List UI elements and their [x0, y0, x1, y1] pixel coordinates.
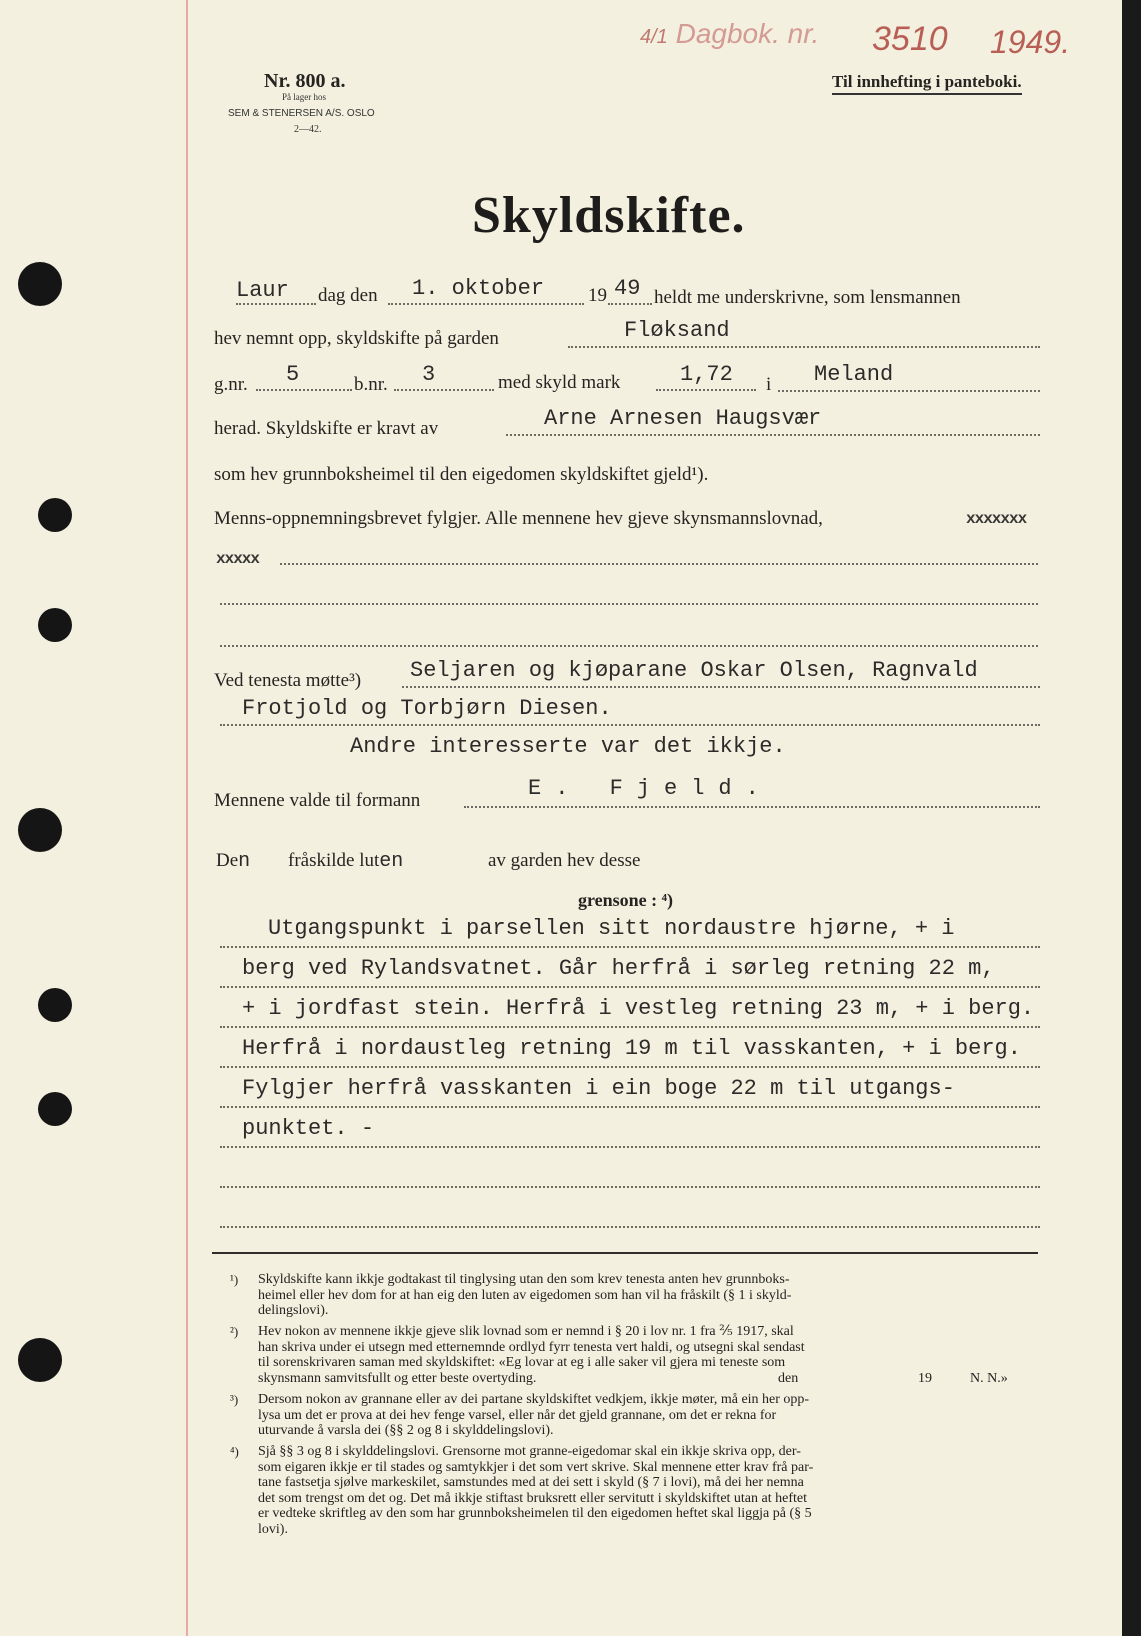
- struck-text: xxxxx: [216, 550, 260, 568]
- farm-value: Fløksand: [624, 318, 730, 343]
- journal-stamp: [640, 18, 819, 50]
- punch-hole: [18, 262, 62, 306]
- punch-hole: [38, 988, 72, 1022]
- footnote-2: Hev nokon av mennene ikkje gjeve slik lovnad som er nemnd i § 20 i lov nr. 1 fra ⅖ 1917, skal han skriva under ei utsegn med etternemnde ordlyd fyrr tenesta vert haldi, og utsegni skal sendast til sorenskrivaren saman med skyldskiftet: «Eg lovar at eg i alle saker vil gjera mi teneste som skynsmann samvitsfullt og etter beste overtyding. den 19 N. N.»: [258, 1324, 1008, 1386]
- herad-value: Meland: [814, 362, 894, 387]
- footnote-mark: ³): [230, 1392, 239, 1407]
- mark-label: med skyld mark: [498, 372, 621, 393]
- footnote-separator: [212, 1252, 1038, 1254]
- footnote-1: Skyldskifte kann ikkje godtakast til tinglysing utan den som krev tenesta anten hev grunnboks- heimel eller hev dom for at han eig den luten av eigedomen som han vil ha fråskilt (§ 1 i skyld- delingslovi).: [258, 1272, 792, 1319]
- printer-imprint-date: 2—42.: [294, 124, 322, 135]
- intro-text: heldt me underskrivne, som lensmannen: [654, 287, 961, 308]
- separated-lot-text: Den: [216, 850, 251, 873]
- year-value: 49: [614, 276, 641, 301]
- journal-number: 3510: [872, 20, 948, 58]
- appointment-text: Menns-oppnemningsbrevet fylgjer. Alle mennene hev gjeve skynsmannslovnad,: [214, 508, 823, 529]
- chairman-value: E. Fjeld.: [528, 776, 773, 801]
- filing-note: Til innhefting i panteboki.: [832, 72, 1022, 95]
- separated-lot-text: av garden hev desse: [488, 850, 641, 871]
- attendees-label: Ved tenesta møtte³): [214, 670, 362, 691]
- gnr-label: g.nr.: [214, 374, 248, 395]
- punch-hole: [18, 1338, 62, 1382]
- punch-hole: [38, 498, 72, 532]
- gnr-value: 5: [286, 362, 300, 387]
- date-value: 1. oktober: [412, 276, 545, 301]
- printer-imprint-name: SEM & STENERSEN A/S. OSLO: [228, 108, 375, 119]
- punch-hole: [38, 608, 72, 642]
- title-holder-text: som hev grunnboksheimel til den eigedomen skyldskiftet gjeld¹).: [214, 464, 709, 485]
- separated-lot-text: fråskilde luten: [288, 850, 404, 873]
- farm-label: hev nemnt opp, skyldskifte på garden: [214, 328, 499, 349]
- century-label: 19: [588, 285, 607, 306]
- stamp-prefix: Dagbok. nr.: [675, 18, 820, 49]
- footnote-mark: ²): [230, 1324, 239, 1339]
- footnote-3: Dersom nokon av grannane eller av dei partane skyldskiftet vedkjem, ikkje møter, må ein her opp- lysa um det er prova at dei hev fenge varsel, eller når det gjeld grannane, om det er rekna for uturvande å varsla dei (§§ 2 og 8 i skylddelingslovi).: [258, 1392, 810, 1439]
- journal-year: 1949.: [990, 24, 1071, 60]
- chairman-label: Mennene valde til formann: [214, 790, 421, 811]
- page-title: Skyldskifte.: [472, 187, 746, 244]
- printer-imprint-line: På lager hos: [282, 92, 326, 102]
- form-number: Nr. 800 a.: [264, 70, 346, 92]
- footnote-mark: ⁴): [230, 1444, 239, 1459]
- date-label: dag den: [318, 285, 378, 306]
- boundary-line: berg ved Rylandsvatnet. Går herfrå i sørleg retning 22 m,: [242, 956, 995, 981]
- attendees-value: Seljaren og kjøparane Oskar Olsen, Ragnvald: [410, 658, 978, 683]
- others-note: Andre interesserte var det ikkje.: [350, 734, 786, 759]
- footnote-4: Sjå §§ 3 og 8 i skylddelingslovi. Grensorne mot granne-eigedomar skal ein ikkje skriva opp, der- som eigaren ikkje er til stades og samtykkjer i det som vert skrive. Skal mennene etter krav frå par- tane fastsetja sjølve markeskilet, samstundes med at dei sett i skyld (§ 7 i lovi), må dei her nemna det som trengst om det og. Det må ikkje stiftast bruksrett eller servitutt i skyldskiftet utan at heftet er vedteke skriftleg av den som har grunnboksheimelen til den eigedomen heftet skal liggja på (§ 5 lovi).: [258, 1444, 814, 1537]
- boundary-line: Utgangspunkt i parsellen sitt nordaustre hjørne, + i: [268, 916, 955, 941]
- struck-text: xxxxxxx: [966, 510, 1027, 528]
- day-value: Laur: [236, 278, 289, 303]
- margin-line: [186, 0, 188, 1636]
- bnr-value: 3: [422, 362, 436, 387]
- footnote-mark: ¹): [230, 1272, 239, 1287]
- attendees-value-cont: Frotjold og Torbjørn Diesen.: [242, 696, 612, 721]
- boundary-heading: grensone : ⁴): [578, 890, 674, 910]
- boundary-line: Herfrå i nordaustleg retning 19 m til vasskanten, + i berg.: [242, 1036, 1021, 1061]
- stamp-initials: 4/1: [640, 26, 668, 48]
- mark-value: 1,72: [680, 362, 733, 387]
- herad-label: i: [766, 374, 772, 395]
- boundary-line: + i jordfast stein. Herfrå i vestleg retning 23 m, + i berg.: [242, 996, 1035, 1021]
- bnr-label: b.nr.: [354, 374, 388, 395]
- boundary-line: punktet. -: [242, 1116, 375, 1141]
- punch-hole: [38, 1092, 72, 1126]
- requester-label: herad. Skyldskifte er kravt av: [214, 418, 439, 439]
- boundary-line: Fylgjer herfrå vasskanten i ein boge 22 m til utgangs-: [242, 1076, 955, 1101]
- punch-hole: [18, 808, 62, 852]
- requester-value: Arne Arnesen Haugsvær: [544, 406, 822, 431]
